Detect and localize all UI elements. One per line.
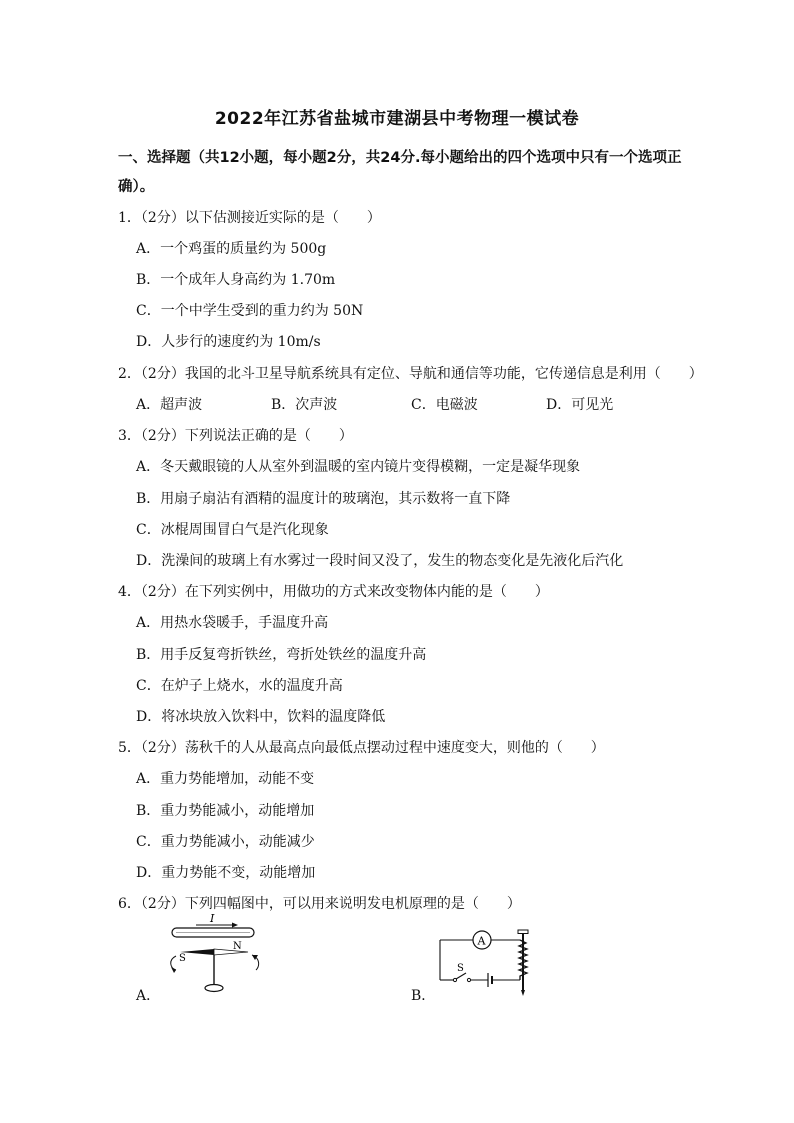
question-2-stem: 2．（2分）我国的北斗卫星导航系统具有定位、导航和通信等功能，它传递信息是利用（ ） [118,366,703,382]
current-arrow-head [232,923,238,928]
question-1-option-b: B．一个成年人身高约为 1.70m [136,272,336,288]
north-pole-label: N [233,941,242,952]
rotate-arrow-left-head [171,967,176,973]
needle-north [214,949,248,955]
compass-base [205,985,223,992]
question-1-option-c: C．一个中学生受到的重力约为 50N [136,303,364,319]
question-4-option-c: C．在炉子上烧水，水的温度升高 [136,678,343,694]
question-4-option-a: A．用热水袋暖手，手温度升高 [136,615,329,631]
current-label: I [210,912,215,925]
question-5-option-d: D．重力势能不变，动能增加 [136,865,316,881]
question-2-option-c: C．电磁波 [411,397,478,413]
question-5-option-b: B．重力势能减小，动能增加 [136,803,315,819]
question-3-option-b: B．用扇子扇沾有酒精的温度计的玻璃泡，其示数将一直下降 [136,491,511,507]
question-3-option-d: D．洗澡间的玻璃上有水雾过一段时间又没了，发生的物态变化是先液化后汽化 [136,553,624,569]
question-1-option-a: A．一个鸡蛋的质量约为 500g [136,241,327,257]
question-5-option-a: A．重力势能增加，动能不变 [136,771,315,787]
switch-contact-right [467,978,470,981]
question-5-stem: 5．（2分）荡秋千的人从最高点向最低点摆动过程中速度变大，则他的（ ） [118,740,605,756]
question-1-option-d: D．人步行的速度约为 10m/s [136,334,321,350]
nail-tip [521,990,525,996]
question-5-option-c: C．重力势能减小，动能减少 [136,834,315,850]
ammeter-label: A [477,934,486,948]
question-6-option-a: A． [136,988,161,1004]
section-heading: 一、选择题（共12小题，每小题2分，共24分.每小题给出的四个选项中只有一个选项正确）。 [118,150,682,195]
question-3-stem: 3．（2分）下列说法正确的是（ ） [118,428,353,444]
exam-title: 2022年江苏省盐城市建湖县中考物理一模试卷 [214,109,580,129]
figure-b-circuit-diagram [432,920,540,1000]
question-2-option-b: B．次声波 [271,397,338,413]
question-6-stem: 6．（2分）下列四幅图中，可以用来说明发电机原理的是（ ） [118,896,521,912]
question-4-stem: 4．（2分）在下列实例中，用做功的方式来改变物体内能的是（ ） [118,584,549,600]
question-6-option-b: B． [411,988,436,1004]
question-4-option-d: D．将冰块放入饮料中，饮料的温度降低 [136,709,386,725]
question-2-option-a: A．超声波 [136,397,203,413]
switch-label: S [457,963,464,974]
south-pole-label: S [179,953,186,964]
figure-a-oersted-diagram [162,912,272,998]
question-2-option-d: D．可见光 [546,397,614,413]
question-3-option-c: C．冰棍周围冒白气是汽化现象 [136,522,329,538]
question-4-option-b: B．用手反复弯折铁丝，弯折处铁丝的温度升高 [136,647,427,663]
nail-head [518,930,528,934]
question-3-option-a: A．冬天戴眼镜的人从室外到温暖的室内镜片变得模糊，一定是凝华现象 [136,459,581,475]
question-1-stem: 1．（2分）以下估测接近实际的是（ ） [118,210,381,226]
